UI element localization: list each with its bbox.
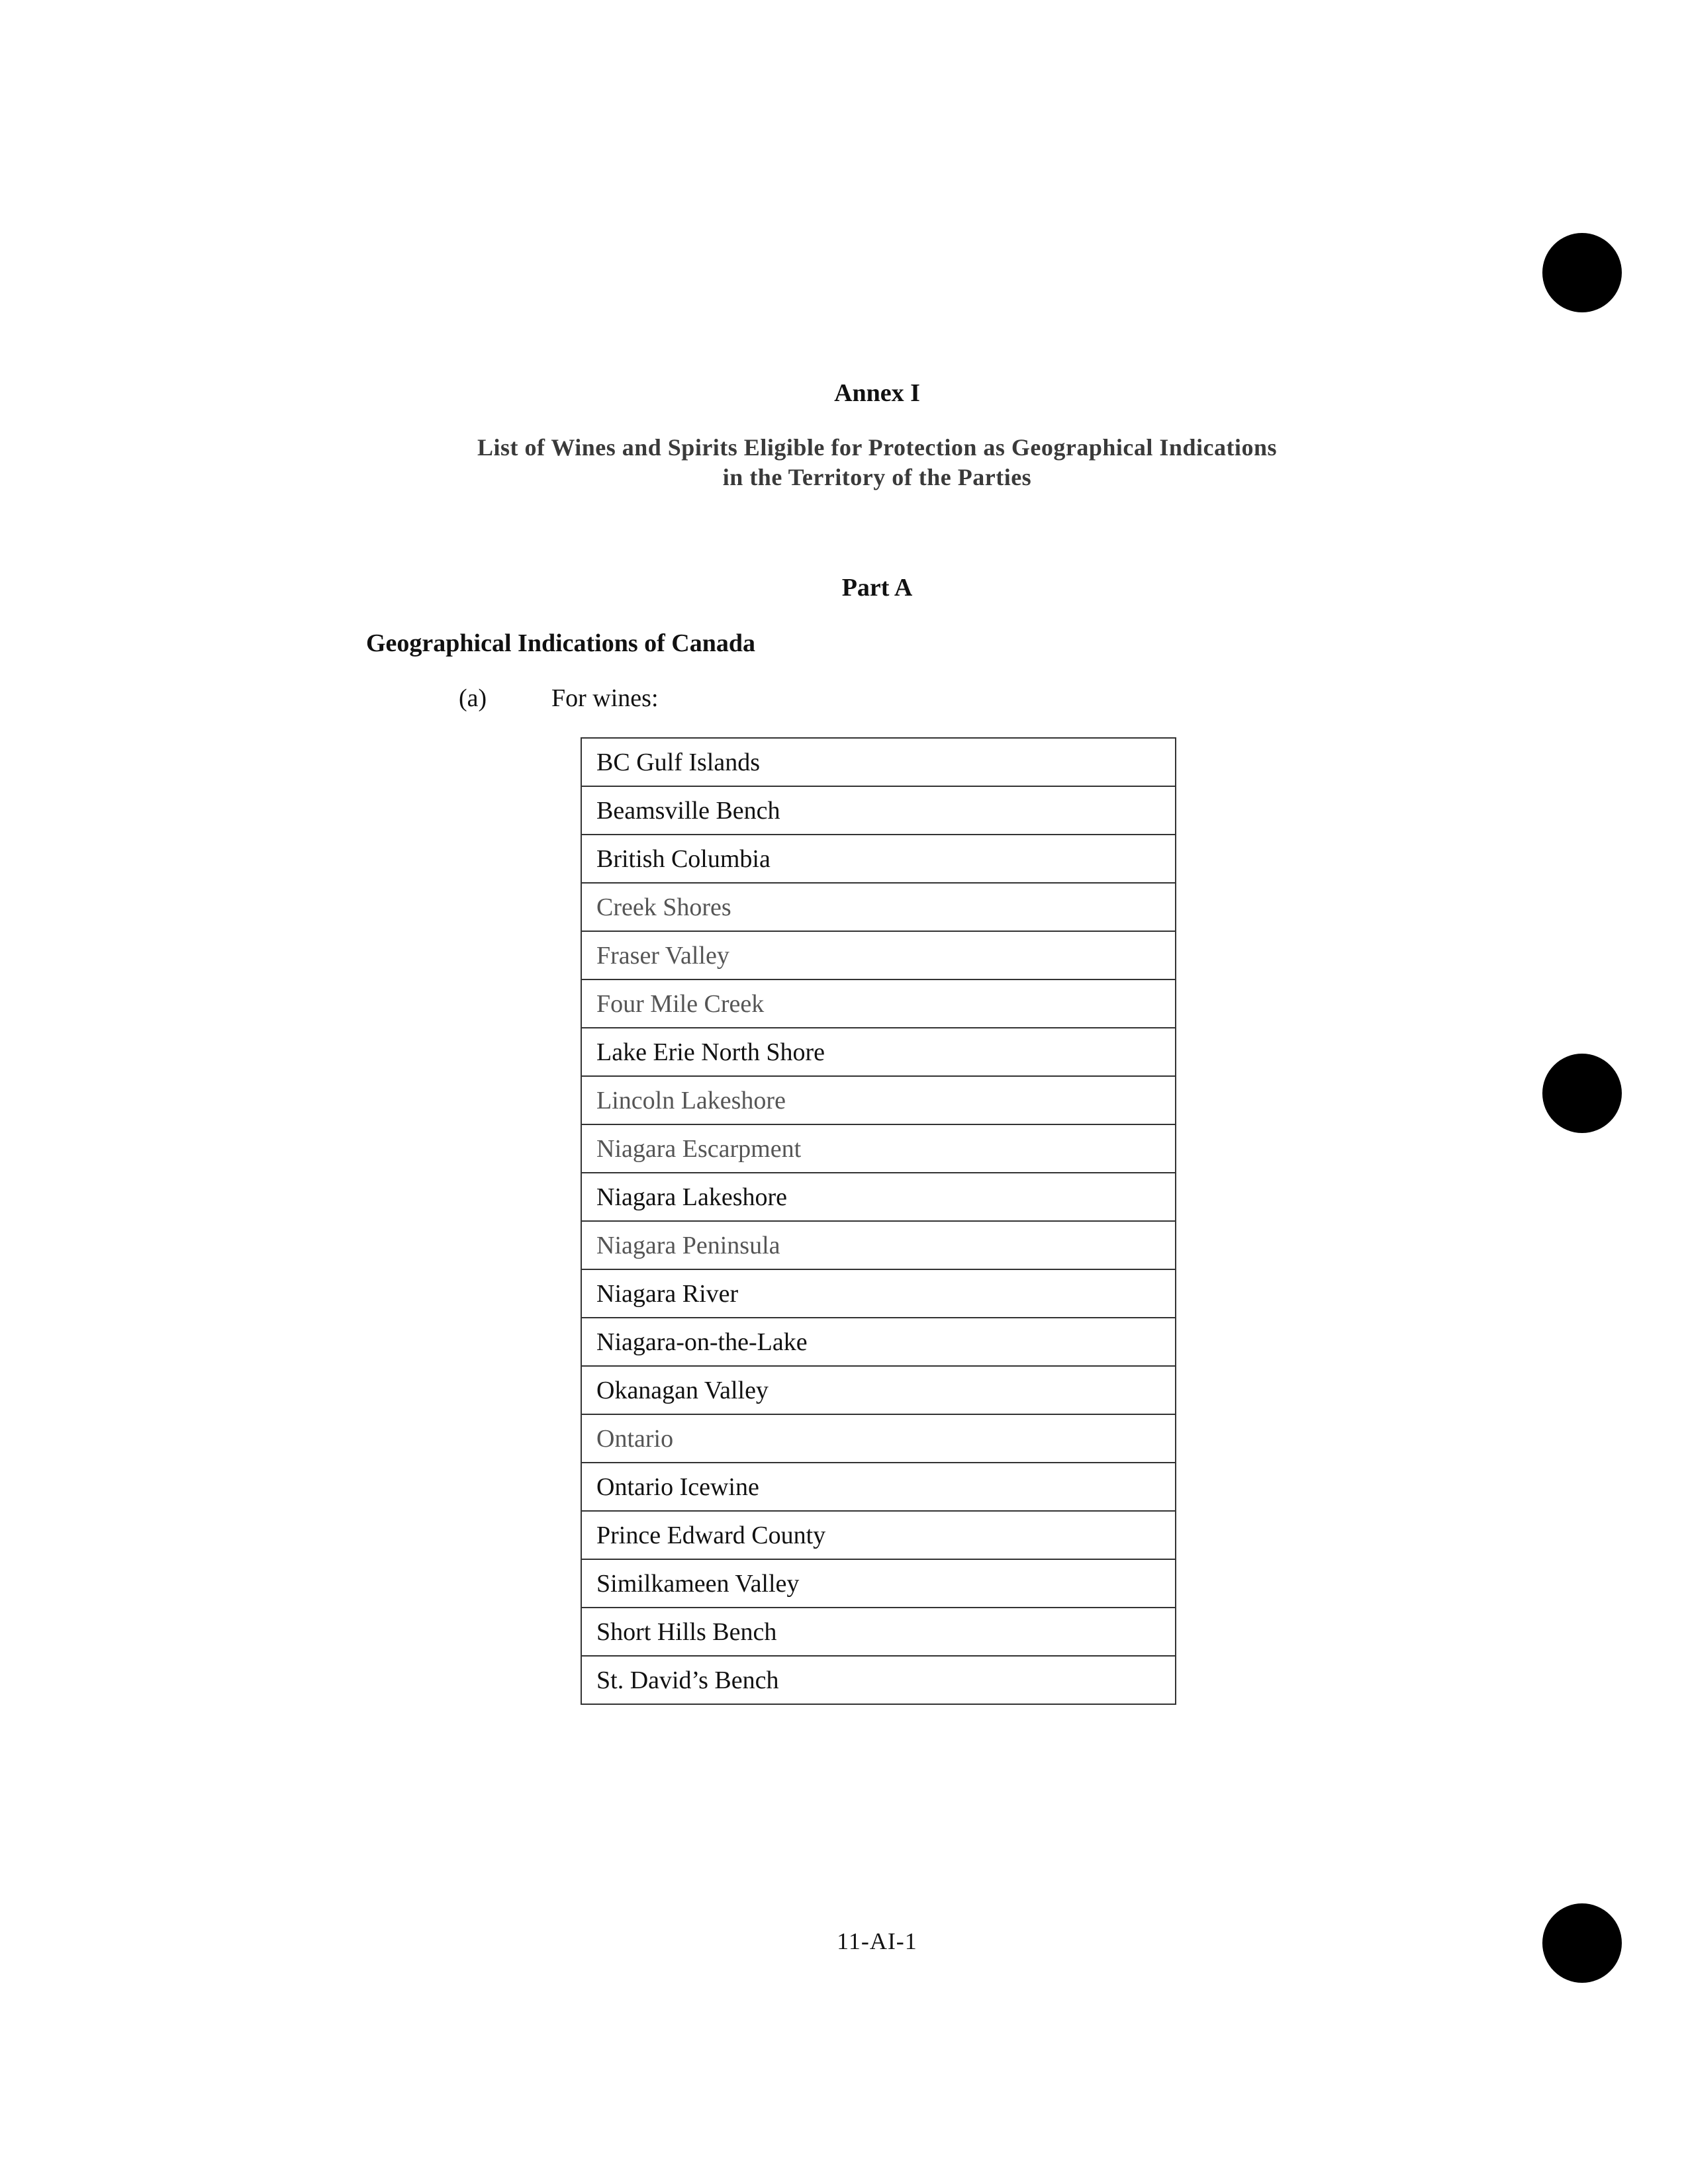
table-row: [581, 1318, 1176, 1366]
document-title-line-1: List of Wines and Spirits Eligible for Protection as Geographical Indications: [477, 434, 1277, 461]
table-row: [581, 1511, 1176, 1559]
table-row: [581, 738, 1176, 786]
table-row: [581, 1463, 1176, 1511]
table-row: [581, 1076, 1176, 1124]
table-cell: Niagara Peninsula: [581, 1221, 1176, 1269]
table-cell: Fraser Valley: [581, 931, 1176, 979]
table-row: [581, 979, 1176, 1028]
table-row: [581, 1366, 1176, 1414]
table-cell: Okanagan Valley: [581, 1366, 1176, 1414]
table-row: [581, 1608, 1176, 1656]
table-cell: Ontario: [581, 1414, 1176, 1463]
list-item-label: For wines:: [551, 684, 659, 712]
table-cell: Niagara River: [581, 1269, 1176, 1318]
table-row: [581, 1221, 1176, 1269]
table-cell: Creek Shores: [581, 883, 1176, 931]
table-cell: Niagara Lakeshore: [581, 1173, 1176, 1221]
table-cell: Prince Edward County: [581, 1511, 1176, 1559]
section-heading: Geographical Indications of Canada: [366, 629, 756, 657]
table-row: [581, 1028, 1176, 1076]
table-cell: Lake Erie North Shore: [581, 1028, 1176, 1076]
table-row: [581, 1173, 1176, 1221]
table-row: [581, 786, 1176, 835]
punch-hole-middle: [1542, 1054, 1622, 1133]
annex-title: Annex I: [834, 379, 920, 407]
table-cell: St. David’s Bench: [581, 1656, 1176, 1704]
table-cell: Four Mile Creek: [581, 979, 1176, 1028]
punch-hole-top: [1542, 233, 1622, 312]
table-row: [581, 931, 1176, 979]
table-row: [581, 883, 1176, 931]
table-row: [581, 1124, 1176, 1173]
table-cell: Niagara-on-the-Lake: [581, 1318, 1176, 1366]
table-cell: Beamsville Bench: [581, 786, 1176, 835]
table-row: [581, 1269, 1176, 1318]
table-cell: Similkameen Valley: [581, 1559, 1176, 1608]
table-cell: Niagara Escarpment: [581, 1124, 1176, 1173]
table-cell: British Columbia: [581, 835, 1176, 883]
page-number: 11-AI-1: [837, 1928, 917, 1954]
wine-gi-table: [581, 737, 1176, 1705]
table-row: [581, 1656, 1176, 1704]
part-title: Part A: [841, 574, 913, 602]
table-cell: Short Hills Bench: [581, 1608, 1176, 1656]
list-item-marker: (a): [459, 684, 487, 712]
table-cell: Ontario Icewine: [581, 1463, 1176, 1511]
table-row: [581, 1559, 1176, 1608]
document-title-line-2: in the Territory of the Parties: [722, 464, 1032, 490]
table-cell: Lincoln Lakeshore: [581, 1076, 1176, 1124]
table-cell: BC Gulf Islands: [581, 738, 1176, 786]
table-row: [581, 1414, 1176, 1463]
table-row: [581, 835, 1176, 883]
